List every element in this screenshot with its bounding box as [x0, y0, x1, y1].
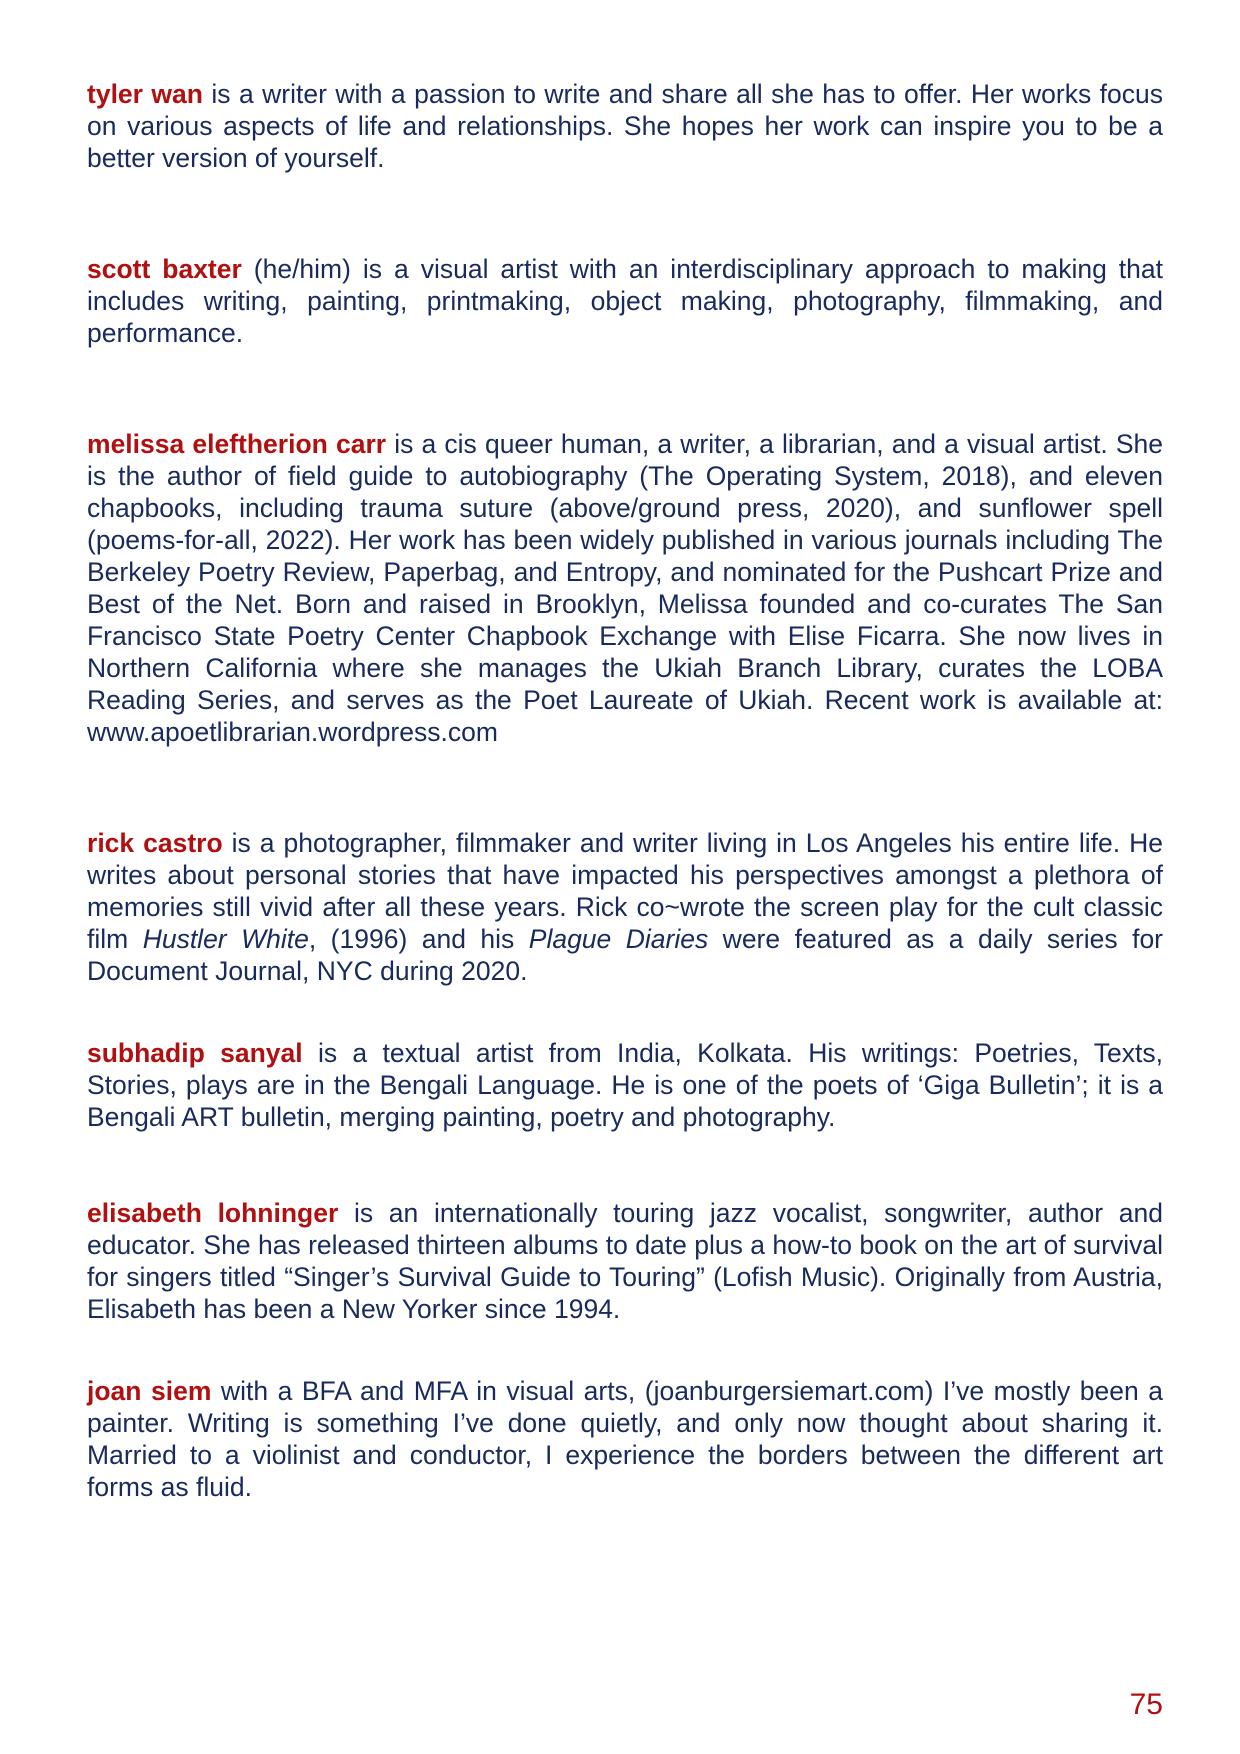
bio-text: were featured as a daily series for Document Journal, NYC during 2020.	[87, 924, 1164, 986]
contributor-name: tyler wan	[87, 79, 203, 109]
contributor-name: melissa eleftherion carr	[87, 429, 387, 459]
contributor-bios	[87, 78, 1163, 1503]
page-number: 75	[1129, 1688, 1163, 1721]
film-title: Hustler White	[142, 924, 309, 954]
bio-text: is an internationally touring jazz vocalist, songwriter, author and educator. She has released thirteen albums to date plus a how-to book on the art of survival for singers titled “Singer’s Survival Guide to Touring” (Lofish Music). Originally from Austria, Elisabeth has been a New Yorker since 1994.	[87, 1198, 1163, 1324]
bio-text: with a BFA and MFA in visual arts, (joanburgersiemart.com) I’ve mostly been a painter. Writing is something I’ve done quietly, and only now thought about sharing it. Married to a violinist and conductor, I experience the borders between the different art forms as fluid.	[87, 1376, 1163, 1502]
contributor-name: elisabeth lohninger	[87, 1198, 339, 1228]
series-title: Plague Diaries	[528, 924, 709, 954]
bio-text: is a cis queer human, a writer, a librarian, and a visual artist. She is the author of field guide to autobiography (The Operating System, 2018), and eleven chapbooks, including trauma suture (above/ground press, 2020), and sunflower spell (poems-for-all, 2022). Her work has been widely published in various journals including The Berkeley Poetry Review, Paperbag, and Entropy, and nominated for the Pushcart Prize and Best of the Net. Born and raised in Brooklyn, Melissa founded and co-curates The San Francisco State Poetry Center Chapbook Exchange with Elise Ficarra. She now lives in Northern California where she manages the Ukiah Branch Library, curates the LOBA Reading Series, and serves as the Poet Laureate of Ukiah. Recent work is available at: www.apoetlibrarian.wordpress.com	[87, 429, 1163, 747]
bio-joan-siem	[87, 1375, 1163, 1503]
bio-scott-baxter	[87, 253, 1163, 349]
contributor-name: subhadip sanyal	[87, 1038, 303, 1068]
bio-text: , (1996) and his	[308, 924, 529, 954]
bio-text: (he/him) is a visual artist with an interdisciplinary approach to making that includes writing, painting, printmaking, object making, photography, filmmaking, and performance.	[87, 254, 1163, 348]
bio-text: is a writer with a passion to write and share all she has to offer. Her works focus on various aspects of life and relationships. She hopes her work can inspire you to be a better version of yourself.	[87, 79, 1163, 173]
contributor-name: rick castro	[87, 828, 223, 858]
contributor-name: scott baxter	[87, 254, 242, 284]
bio-melissa-eleftherion-carr	[87, 428, 1163, 748]
bio-rick-castro	[87, 827, 1163, 987]
contributor-name: joan siem	[87, 1376, 212, 1406]
bio-subhadip-sanyal	[87, 1037, 1163, 1133]
bio-elisabeth-lohninger	[87, 1197, 1163, 1325]
bio-tyler-wan	[87, 78, 1163, 174]
bio-text: is a textual artist from India, Kolkata. His writings: Poetries, Texts, Stories, plays are in the Bengali Language. He is one of the poets of ‘Giga Bulletin’; it is a Bengali ART bulletin, merging painting, poetry and photography.	[87, 1038, 1164, 1132]
bio-text: is a photographer, filmmaker and writer living in Los Angeles his entire life. He writes about personal stories that have impacted his perspectives amongst a plethora of memories still vivid after all these years. Rick co~wrote the screen play for the cult classic film	[87, 828, 1163, 954]
